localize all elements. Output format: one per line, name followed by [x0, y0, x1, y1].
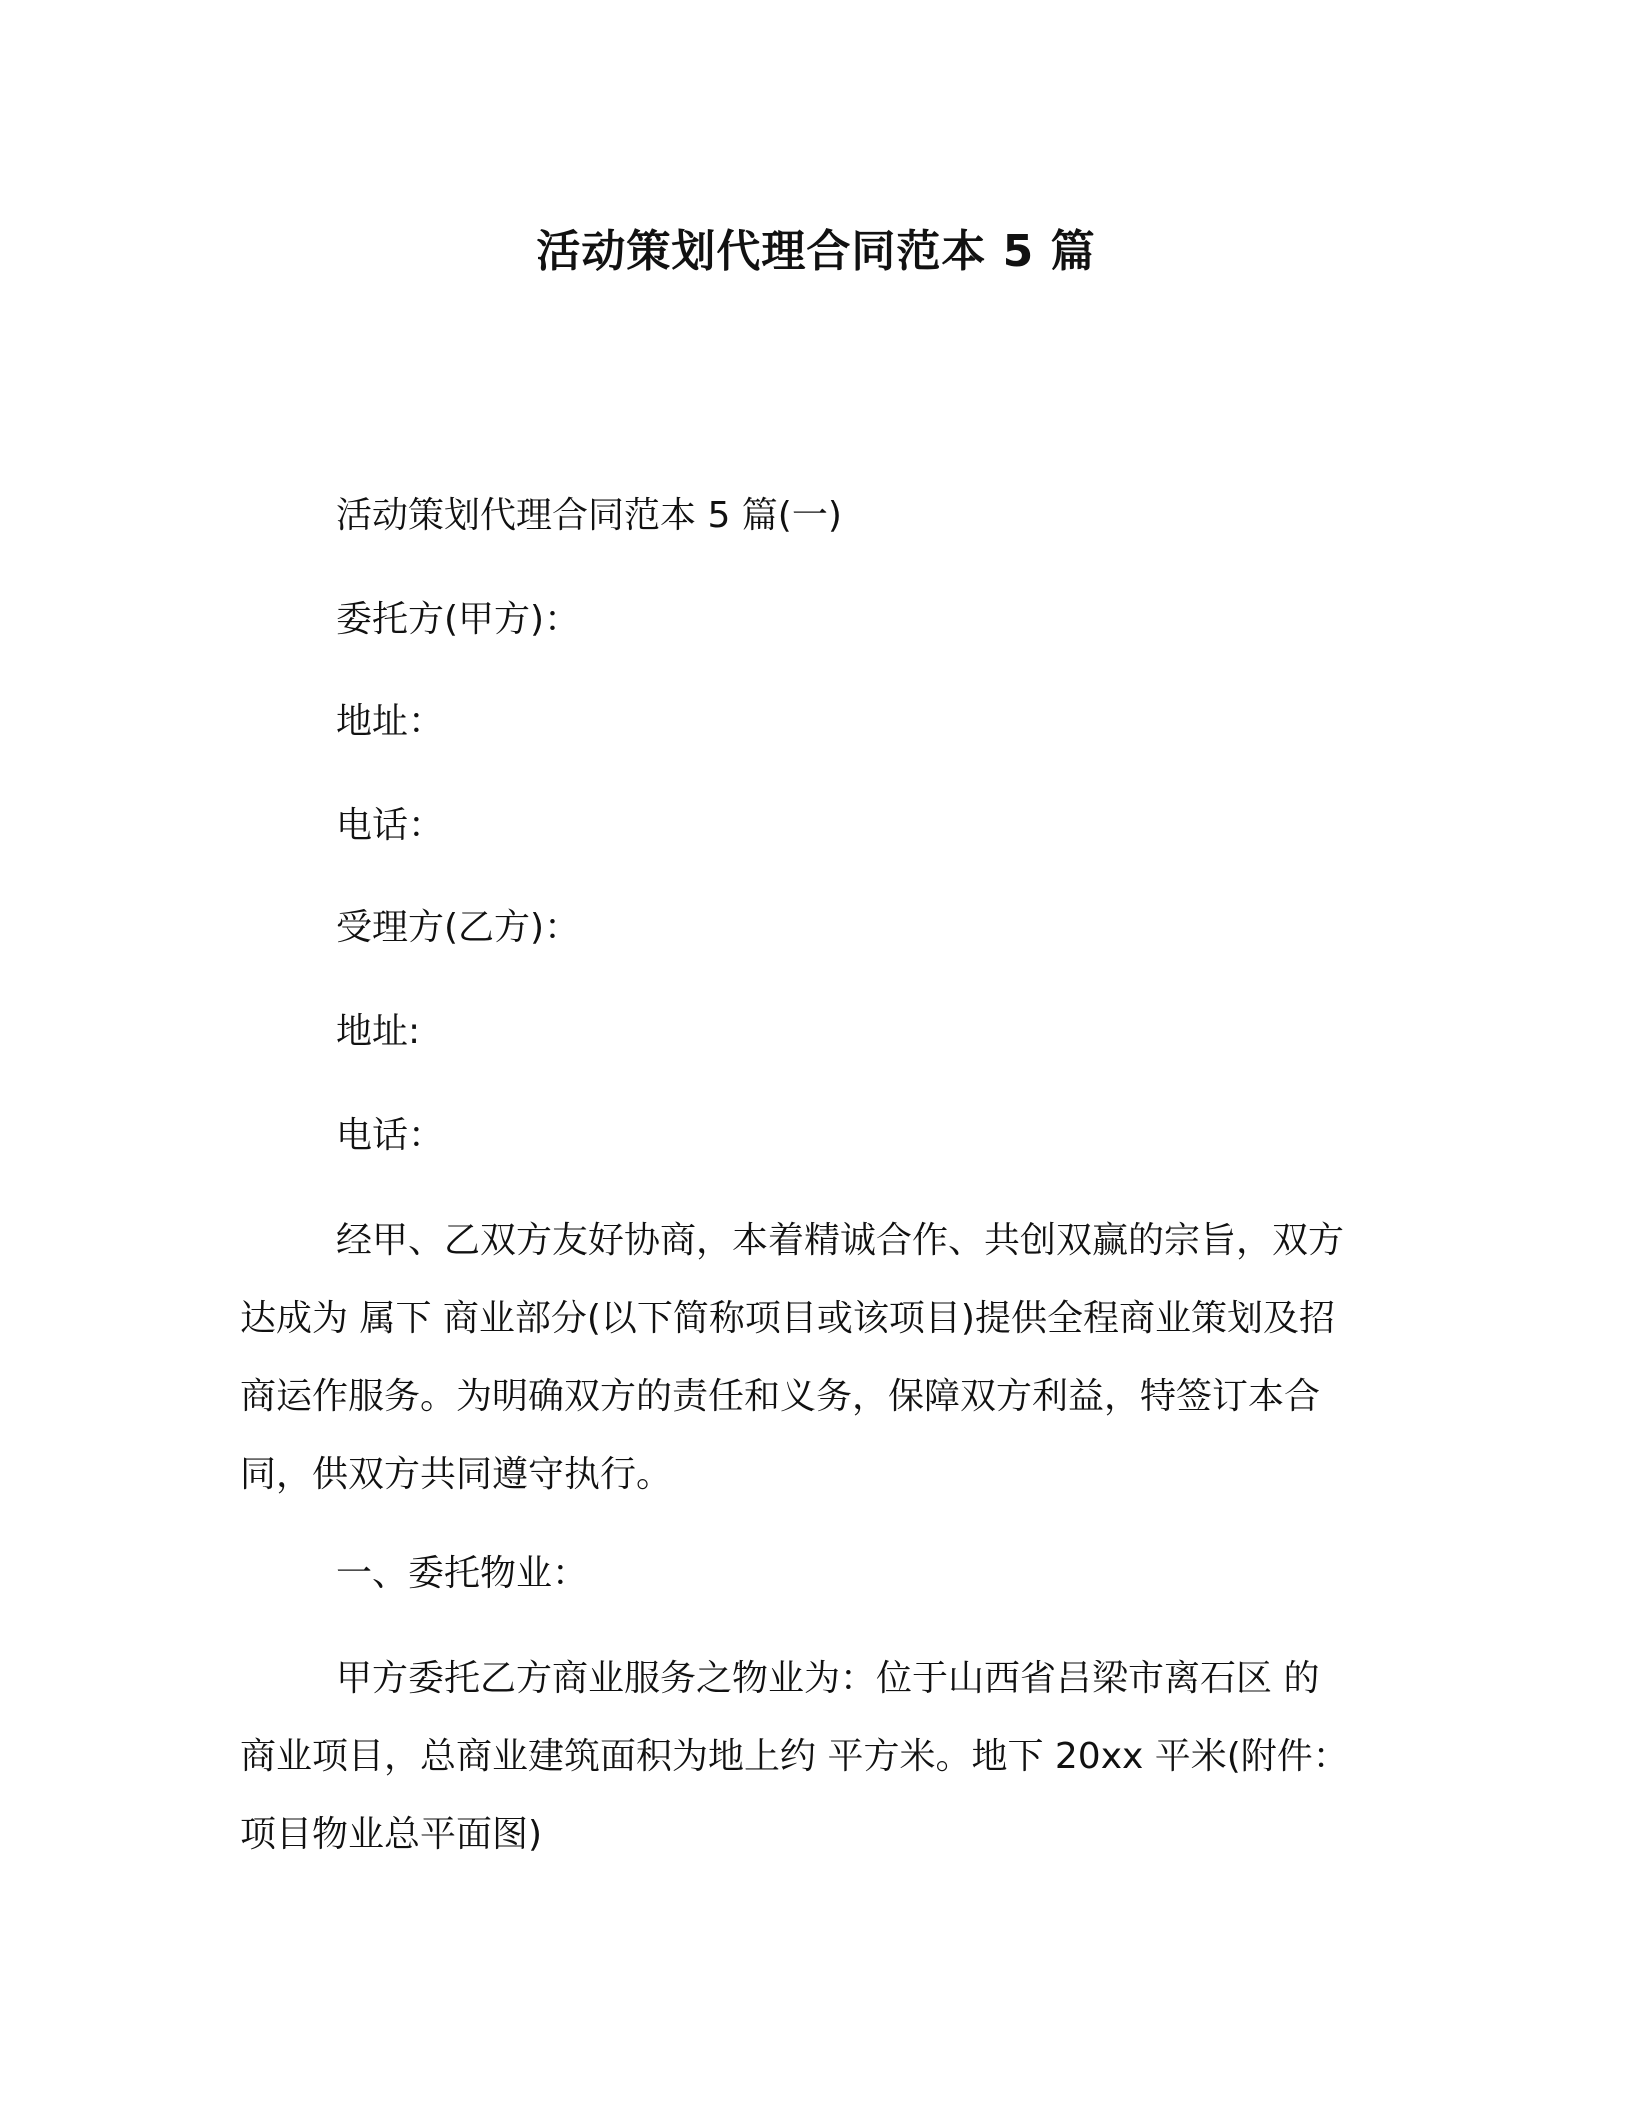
party-a-label: 委托方(甲方)：	[336, 599, 581, 640]
section-1-heading: 一、委托物业：	[336, 1553, 589, 1594]
intro-paragraph-line: 达成为 属下 商业部分(以下简称项目或该项目)提供全程商业策划及招	[240, 1298, 1335, 1339]
party-b-phone-label: 电话：	[336, 1115, 445, 1156]
section-1-paragraph-line: 甲方委托乙方商业服务之物业为：位于山西省吕梁市离石区 的	[336, 1658, 1320, 1699]
intro-paragraph-line: 经甲、乙双方友好协商，本着精诚合作、共创双赢的宗旨，双方	[336, 1220, 1345, 1261]
intro-paragraph-line: 同，供双方共同遵守执行。	[240, 1454, 673, 1495]
intro-paragraph-line: 商运作服务。为明确双方的责任和义务，保障双方利益，特签订本合	[240, 1376, 1321, 1417]
party-b-label: 受理方(乙方)：	[336, 907, 581, 948]
party-a-address-label: 地址：	[336, 701, 445, 742]
document-title: 活动策划代理合同范本 5 篇	[536, 226, 1096, 277]
intro-paragraph	[240, 1202, 1380, 1514]
document-subtitle: 活动策划代理合同范本 5 篇(一)	[336, 495, 842, 536]
party-a-phone-label: 电话：	[336, 805, 445, 846]
party-b-address-label: 地址:	[336, 1011, 421, 1052]
section-1-paragraph	[240, 1640, 1380, 1874]
section-1-paragraph-line: 项目物业总平面图)	[240, 1814, 543, 1855]
section-1-paragraph-line: 商业项目，总商业建筑面积为地上约 平方米。地下 20xx 平米(附件：	[240, 1736, 1349, 1777]
